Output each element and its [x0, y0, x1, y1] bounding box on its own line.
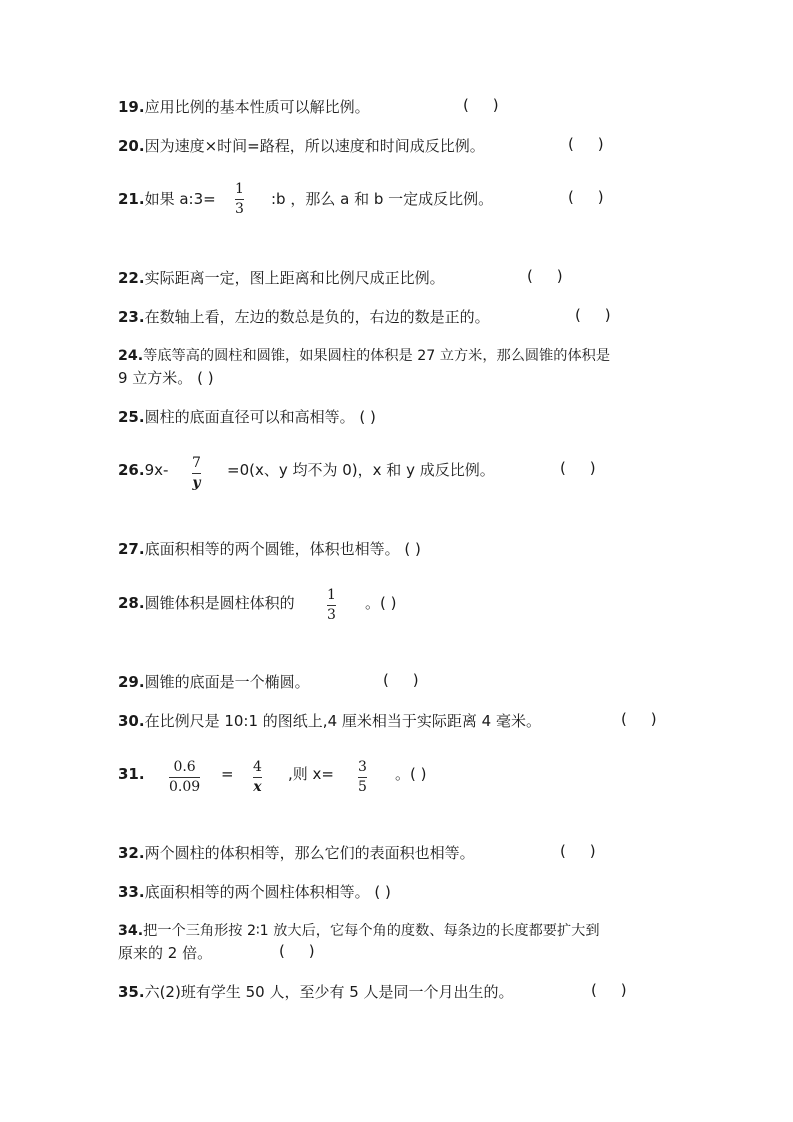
- answer-blank[interactable]: ( ): [621, 710, 657, 728]
- fraction-bar: [169, 777, 200, 778]
- fraction-denominator: y: [192, 475, 201, 491]
- question-35: [118, 981, 514, 1003]
- question-number: 27.: [118, 540, 145, 558]
- answer-blank[interactable]: ( ): [591, 981, 627, 999]
- question-text: 圆锥的底面是一个椭圆。: [144, 673, 310, 691]
- question-33: [118, 881, 391, 903]
- question-number: 21.: [118, 190, 145, 208]
- question-text: 如果 a:3=: [144, 190, 216, 208]
- fraction: [192, 455, 201, 492]
- fraction-numerator: 1: [235, 181, 244, 197]
- question-28: [118, 592, 295, 614]
- question-29: [118, 671, 310, 693]
- question-27: [118, 538, 421, 560]
- answer-blank[interactable]: ( ): [383, 671, 419, 689]
- fraction: [235, 181, 244, 218]
- question-number: 29.: [118, 673, 145, 691]
- question-21: [118, 188, 216, 210]
- question-number: 26.: [118, 461, 145, 479]
- question-number: 35.: [118, 983, 145, 1001]
- answer-blank[interactable]: ( ): [463, 96, 499, 114]
- fraction: [253, 759, 262, 796]
- fraction-numerator: 7: [192, 455, 201, 471]
- question-text-continued: :b ，那么 a 和 b 一定成反比例。: [271, 190, 494, 208]
- fraction-bar: [358, 777, 367, 778]
- question-34-line2: 原来的 2 倍。: [118, 944, 213, 962]
- question-text: 底面积相等的两个圆柱体积相等。 ( ): [144, 883, 391, 901]
- fraction-denominator: 0.09: [169, 779, 201, 795]
- question-number: 20.: [118, 137, 145, 155]
- question-text: 9x-: [144, 461, 169, 479]
- fraction-denominator: 3: [327, 607, 336, 623]
- question-24: [118, 345, 610, 367]
- equals-sign: =: [221, 765, 234, 783]
- question-20: [118, 135, 485, 157]
- fraction-denominator: 3: [235, 201, 244, 217]
- fraction-denominator: 5: [358, 779, 367, 795]
- question-number: 32.: [118, 844, 145, 862]
- question-31: [118, 763, 145, 785]
- question-22: [118, 267, 445, 289]
- question-26: [118, 459, 168, 481]
- question-text: 实际距离一定，图上距离和比例尺成正比例。: [144, 269, 445, 287]
- question-30: [118, 710, 541, 732]
- answer-blank[interactable]: ( ): [527, 267, 563, 285]
- fraction: [327, 587, 336, 624]
- question-24-line2: 9 立方米。 ( ): [118, 369, 214, 387]
- fraction-numerator: 3: [358, 759, 367, 775]
- fraction-bar: [192, 473, 201, 474]
- question-text: 在比例尺是 10:1 的图纸上,4 厘米相当于实际距离 4 毫米。: [144, 712, 541, 730]
- fraction-bar: [253, 777, 262, 778]
- question-text: 因为速度×时间=路程，所以速度和时间成反比例。: [144, 137, 485, 155]
- question-25: [118, 406, 376, 428]
- answer-blank[interactable]: ( ): [560, 459, 596, 477]
- question-number: 28.: [118, 594, 145, 612]
- question-number: 24.: [118, 348, 144, 364]
- fraction-bar: [327, 605, 336, 606]
- question-number: 22.: [118, 269, 145, 287]
- fraction-numerator: 4: [253, 759, 262, 775]
- answer-blank[interactable]: ( ): [568, 188, 604, 206]
- question-text-continued: =0(x、y 均不为 0)，x 和 y 成反比例。: [227, 461, 495, 479]
- question-23: [118, 306, 490, 328]
- fraction-numerator: 1: [327, 587, 336, 603]
- question-number: 31.: [118, 765, 145, 783]
- question-number: 19.: [118, 98, 145, 116]
- question-text: 等底等高的圆柱和圆锥，如果圆柱的体积是 27 立方米，那么圆锥的体积是: [143, 348, 611, 364]
- question-number: 33.: [118, 883, 145, 901]
- answer-blank[interactable]: ( ): [560, 842, 596, 860]
- question-number: 30.: [118, 712, 145, 730]
- question-number: 25.: [118, 408, 145, 426]
- question-text: 把一个三角形按 2∶1 放大后，它每个角的度数、每条边的长度都要扩大到: [143, 923, 600, 939]
- question-text-continued: 。( ): [395, 765, 427, 783]
- question-number: 34.: [118, 923, 144, 939]
- question-text: 六(2)班有学生 50 人，至少有 5 人是同一个月出生的。: [144, 983, 514, 1001]
- question-text-continued: 。( ): [365, 594, 397, 612]
- question-32: [118, 842, 475, 864]
- fraction: [169, 759, 200, 796]
- fraction: [358, 759, 367, 796]
- question-text: 两个圆柱的体积相等，那么它们的表面积也相等。: [144, 844, 475, 862]
- question-34: [118, 920, 600, 942]
- question-text: ,则 x=: [288, 765, 334, 783]
- question-text: 底面积相等的两个圆锥，体积也相等。 ( ): [144, 540, 421, 558]
- answer-blank[interactable]: ( ): [568, 135, 604, 153]
- question-text: 应用比例的基本性质可以解比例。: [144, 98, 370, 116]
- question-text: 圆锥体积是圆柱体积的: [144, 594, 295, 612]
- question-text: 圆柱的底面直径可以和高相等。 ( ): [144, 408, 376, 426]
- fraction-denominator: x: [253, 779, 262, 795]
- question-number: 23.: [118, 308, 145, 326]
- answer-blank[interactable]: ( ): [279, 942, 315, 960]
- answer-blank[interactable]: ( ): [575, 306, 611, 324]
- question-text: 在数轴上看，左边的数总是负的，右边的数是正的。: [144, 308, 490, 326]
- question-19: [118, 96, 370, 118]
- fraction-numerator: 0.6: [173, 759, 196, 775]
- fraction-bar: [235, 199, 244, 200]
